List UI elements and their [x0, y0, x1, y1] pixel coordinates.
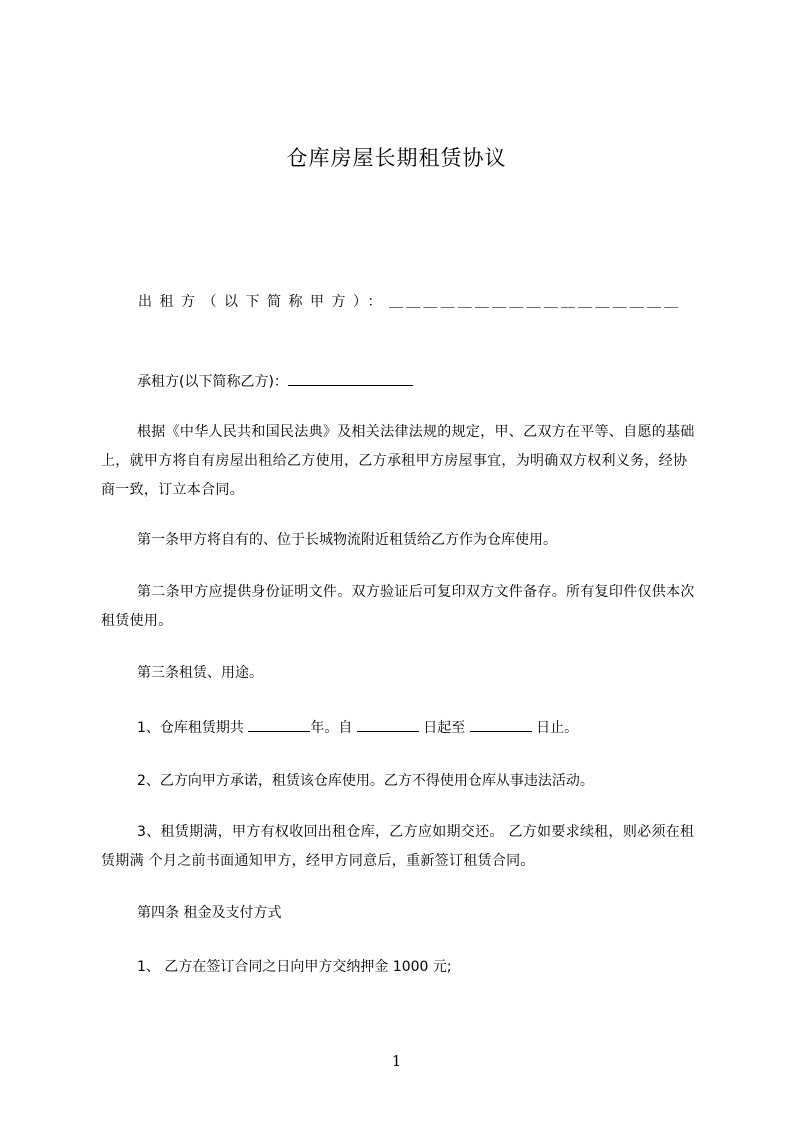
page-number: 1: [391, 1052, 402, 1070]
lessee-blank: [288, 371, 413, 386]
basis-paragraph: 根据《中华人民共和国民法典》及相关法律法规的规定，甲、乙双方在平等、自愿的基础上，就甲方将自有房屋出租给乙方使用，乙方承租甲方房屋事宜，为明确双方权利义务，经协商一致，订立本合同。: [101, 424, 695, 498]
end-date-blank: [470, 717, 532, 732]
lessor-blank: ＿＿＿＿＿＿＿＿＿＿＿＿＿＿＿＿＿: [389, 294, 682, 310]
article-3-clause-1: [137, 714, 578, 742]
clause-1-part4: 日止。: [531, 720, 579, 736]
lessor-line: [138, 288, 681, 316]
clause-1-part2: 年。自: [310, 720, 357, 736]
clause-1-prefix: 1、仓库租赁期共: [137, 720, 249, 736]
term-years-blank: [248, 717, 310, 732]
lessor-label: 出租方（以下简称甲方）：: [138, 294, 389, 310]
article-1: 第一条甲方将自有的、位于长城物流附近租赁给乙方作为仓库使用。: [137, 532, 557, 548]
article-3-heading: 第三条租赁、用途。: [137, 665, 263, 681]
document-title: 仓库房屋长期租赁协议: [286, 146, 507, 170]
article-3-clause-2: 2、乙方向甲方承诺，租赁该仓库使用。乙方不得使用仓库从事违法活动。: [137, 773, 594, 789]
start-date-blank: [357, 717, 419, 732]
lessee-label: 承租方(以下简称乙方)：: [137, 374, 288, 390]
article-4-clause-1: 1、 乙方在签订合同之日向甲方交纳押金 1000 元;: [137, 959, 452, 975]
lessee-line: [137, 368, 413, 396]
article-3-clause-3: 3、租赁期满，甲方有权收回出租仓库，乙方应如期交还。 乙方如要求续租，则必须在租赁期满 个月之前书面通知甲方，经甲方同意后，重新签订租赁合同。: [101, 824, 695, 869]
article-4-heading: 第四条 租金及支付方式: [137, 905, 282, 921]
article-2: 第二条甲方应提供身份证明文件。双方验证后可复印双方文件备存。所有复印件仅供本次租赁使用。: [101, 584, 695, 629]
clause-1-part3: 日起至: [418, 720, 470, 736]
